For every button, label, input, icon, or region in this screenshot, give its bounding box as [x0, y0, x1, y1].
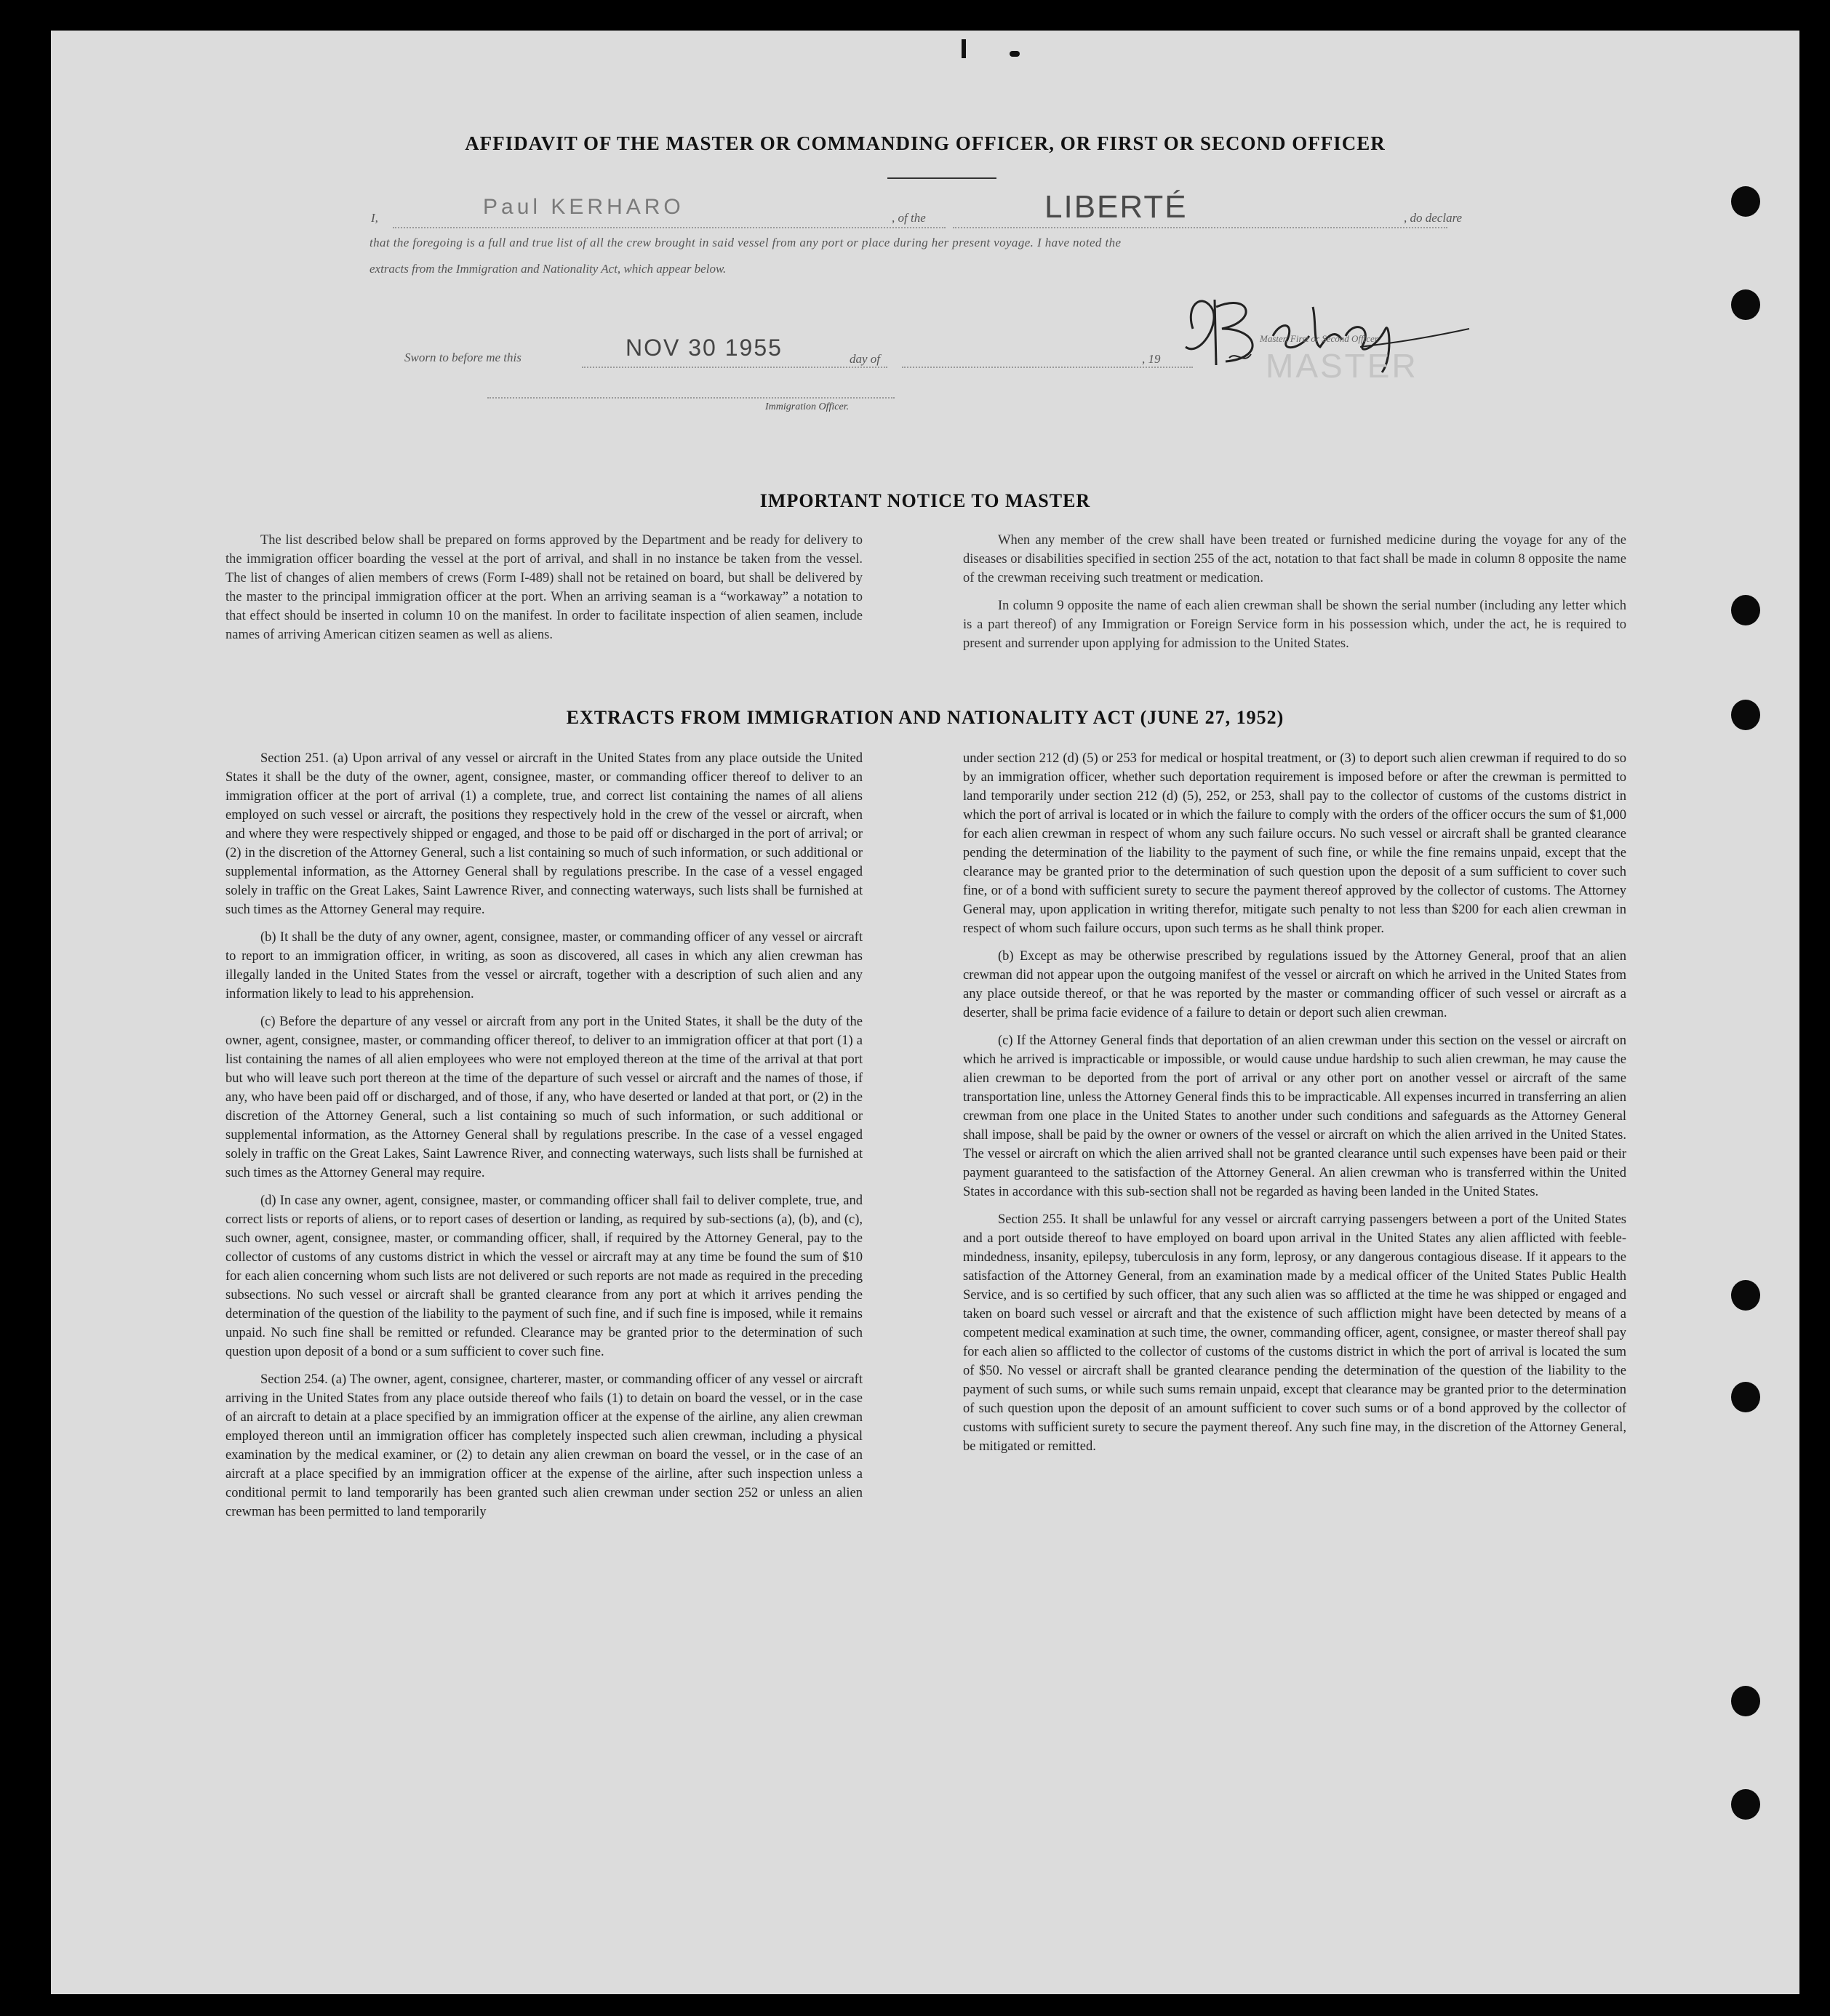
extracts-left-column — [225, 749, 863, 1530]
extracts-title: EXTRACTS FROM IMMIGRATION AND NATIONALITY ACT (JUNE 27, 1952) — [566, 707, 1284, 728]
year-prefix: , 19 — [1142, 352, 1161, 366]
notice-left-column — [225, 531, 863, 653]
affidavit-line-2: that the foregoing is a full and true list of all the crew brought in said vessel from any port or place during her present voyage. I have noted the — [369, 236, 1122, 249]
scan-mark — [1010, 51, 1020, 57]
section-254-c: (c) If the Attorney General finds that deportation of an alien crewman under this section on the vessel or aircraft on which he arrived is impracticable or impossible, or would cause undue hardship to such alien crewman, he may cause the alien crewman to be deported from the port of arrival or any other port on another vessel or aircraft of the same transportation line, unless the Attorney General finds this to be impracticable. All expenses incurred in transferring an alien crewman from one place in the United States to another under such conditions and safeguards as the Attorney General shall impose, shall be paid by the owner or owners of the vessel or aircraft on which the alien arrived in the United States. The vessel or aircraft on which the alien arrived shall not be granted clearance until such expenses have been paid or their payment guaranteed to the satisfaction of the Attorney General. An alien crewman who is transferred within the United States in accordance with this sub-section shall not be regarded as having been landed in the United States. — [963, 1033, 1626, 1199]
scan-mark — [962, 39, 966, 58]
sworn-label: Sworn to before me this — [404, 351, 522, 364]
section-251-d: (d) In case any owner, agent, consignee, master, or commanding officer shall fail to deliver complete, true, and correct lists or reports of aliens, or to report cases of desertion or landing, as required by sub-sections (a), (b), and (c), such owner, agent, consignee, master, or commanding officer, shall, if required by the Attorney General, pay to the collector of customs of any customs district in which the vessel or aircraft may at any time be found the sum of $10 for each alien concerning whom such lists are not delivered or such reports are not made as required in the preceding subsections. No such vessel or aircraft shall be granted clearance from any port at which it arrives pending the determination of the question of the liability to the payment of such fine, and if such fine is imposed, while it remains unpaid. No such fine shall be remitted or refunded. Clearance may be granted prior to the determination of such question upon deposit of a bond or a sum sufficient to cover such fine. — [225, 1193, 863, 1359]
affidavit-i-label: I, — [371, 211, 378, 225]
title-rule — [887, 177, 996, 179]
punch-hole — [1731, 289, 1760, 320]
section-255: Section 255. It shall be unlawful for any vessel or aircraft carrying passengers between a port of the United States and a port outside thereof to have employed on board upon arrival in the United States any alien afflicted with feeble-mindedness, insanity, epilepsy, tuberculosis in any form, leprosy, or any dangerous contagious disease. If it appears to the satisfaction of the Attorney General, from an examination made by a medical officer of the United States Public Health Service, and is so certified by such officer, that any such alien was so afflicted at the time he was shipped or engaged and taken on board such vessel or aircraft and that the existence of such affliction might have been detected by means of a competent medical examination at such time, the owner, commanding officer, agent, consignee, or master thereof shall pay for each alien so afflicted to the collector of customs of the customs district in which the port of arrival is located the sum of $50. No vessel or aircraft shall be granted clearance pending the determination of the question of the liability to the payment of such sums, or while such sums remain unpaid, except that clearance may be granted prior to the determination of such question upon the deposit of an amount sufficient to cover such sums or of a bond approved by the collector of customs with sufficient surety to secure the payment thereof. Any such fine may, in the discretion of the Attorney General, be mitigated or remitted. — [963, 1212, 1626, 1454]
signature-caption: Master, First or Second Officer. — [1260, 333, 1380, 344]
notice-right-column — [963, 531, 1626, 662]
sworn-date-line — [582, 367, 887, 368]
affidavit-line-3: extracts from the Immigration and Nationality Act, which appear below. — [369, 262, 727, 276]
punch-hole — [1731, 186, 1760, 217]
section-251-c: (c) Before the departure of any vessel or aircraft from any port in the United States, it shall be the duty of the owner, agent, consignee, master, or commanding officer thereof, to deliver to an immigration officer at that port (1) a list containing the names of all alien employees who were not employed thereon at the time of the arrival at that port but who will leave such port thereon at the time of the departure of such vessel or aircraft and the names of those, if any, who have been paid off or discharged, and of those, if any, who have deserted or landed at that port, or (2) in the discretion of the Attorney General, such a list containing so much of such information, or such additional or supplemental information, as the Attorney General shall by regulations prescribe. In the case of a vessel engaged solely in traffic on the Great Lakes, Saint Lawrence River, and connecting waterways, such lists shall be furnished at such times as the Attorney General may require. — [225, 1015, 863, 1180]
name-line — [393, 227, 946, 228]
punch-hole — [1731, 1280, 1760, 1311]
punch-hole — [1731, 1686, 1760, 1716]
section-251-b: (b) It shall be the duty of any owner, agent, consignee, master, or commanding officer of any vessel or aircraft to report to an immigration officer, in writing, as soon as discovered, all cases in which any alien crewman has illegally landed in the United States from the vessel or aircraft, together with a description of such alien and any information likely to lead to his apprehension. — [225, 930, 863, 1001]
day-of-label: day of — [850, 352, 881, 366]
section-251-a: Section 251. (a) Upon arrival of any vessel or aircraft in the United States from any place outside the United States it shall be the duty of the owner, agent, consignee, master, or commanding officer thereof to deliver to an immigration officer at the port of arrival (1) a complete, true, and correct list containing the names of all aliens employed on such vessel or aircraft, the positions they respectively hold in the crew of the vessel or aircraft, when and where they were respectively shipped or engaged, and those to be paid off or discharged in the port of arrival; or (2) in the discretion of the Attorney General, such a list containing so much of such information, or such additional or supplemental information, as the Attorney General shall by regulations prescribe. In the case of a vessel engaged solely in traffic on the Great Lakes, Saint Lawrence River, and connecting waterways, such lists shall be furnished at such times as the Attorney General may require. — [225, 751, 863, 917]
master-title-stamp: MASTER — [1266, 347, 1418, 385]
immigration-officer-caption: Immigration Officer. — [765, 401, 850, 412]
notice-left-paragraph: The list described below shall be prepared on forms approved by the Department and be ready for delivery to the immigration officer boarding the vessel at the port of arrival, and shall in no instance be taken from the vessel. The list of changes of alien members of crews (Form I-489) shall not be retained on board, but shall be delivered by the master to the principal immigration officer at the port. When an arriving seaman is a “workaway” a notation to that effect should be inserted in column 10 on the manifest. In order to facilitate inspection of alien seamen, include names of arriving American citizen seamen as well as aliens. — [225, 533, 863, 642]
vessel-name-stamp: LIBERTÉ — [1044, 189, 1188, 225]
section-254-b: (b) Except as may be otherwise prescribed by regulations issued by the Attorney General, proof that an alien crewman did not appear upon the outgoing manifest of the vessel or aircraft on which he arrived in the United States from any place outside thereof, or that he was reported by the master or commanding officer of such vessel or aircraft as a deserter, shall be prima facie evidence of a failure to detain or deport such alien crewman. — [963, 949, 1626, 1020]
affidavit-do-declare: , do declare — [1404, 211, 1463, 225]
punch-hole — [1731, 1382, 1760, 1412]
notice-right-paragraph: In column 9 opposite the name of each alien crewman shall be shown the serial number (including any letter which is a part thereof) of any Immigration or Foreign Service form in his possession which, under the act, he is required to present and surrender upon applying for admission to the United States. — [963, 599, 1626, 651]
affidavit-of-the: , of the — [892, 211, 926, 225]
notice-title: IMPORTANT NOTICE TO MASTER — [759, 490, 1091, 511]
day-of-line — [902, 367, 1193, 368]
master-name-stamp: Paul KERHARO — [483, 195, 684, 219]
punch-hole — [1731, 1789, 1760, 1820]
notice-right-paragraph: When any member of the crew shall have been treated or furnished medicine during the voyage for any of the diseases or disabilities specified in section 255 of the act, notation to that fact shall be made in column 8 opposite the name of the crewman receiving such treatment or medication. — [963, 533, 1626, 585]
extracts-right-column — [963, 749, 1626, 1465]
section-254-a-continued: under section 212 (d) (5) or 253 for medical or hospital treatment, or (3) to deport such alien crewman if required to do so by an immigration officer, whether such deportation requirement is imposed before or after the crewman is permitted to land temporarily under section 212 (d) (5), 252, or 253, shall pay to the collector of customs of the customs district in which the port of arrival is located or in which the failure to comply with the orders of the officer occurs the sum of $1,000 for each alien crewman in respect of whom any such failure occurs. No such vessel or aircraft shall be granted clearance pending the determination of the liability to the payment of such fine, or while the fine remains unpaid, except that the clearance may be granted prior to the determination of such question upon the deposit of a sum sufficient to cover such fine, or of a bond with sufficient surety to secure the payment thereof approved by the collector of customs. The Attorney General may, upon application in writing therefor, mitigate such penalty to not less than $200 for each alien crewman in respect of whom such failure occurs, upon such terms as he shall think proper. — [963, 751, 1626, 936]
document-page — [51, 31, 1799, 1994]
section-254-a: Section 254. (a) The owner, agent, consignee, charterer, master, or commanding officer of any vessel or aircraft arriving in the United States from any place outside thereof who fails (1) to detain on board the vessel, or in the case of an aircraft to detain at a place specified by an immigration officer at the expense of the airline, any alien crewman employed thereon until an immigration officer has completely inspected such alien crewman, including a physical examination by the medical examiner, or (2) to detain any alien crewman on board the vessel, or in the case of an aircraft at a place specified by an immigration officer at the expense of the airline, after such inspection unless a conditional permit to land temporarily has been granted such alien crewman under section 252 or unless an alien crewman has been permitted to land temporarily — [225, 1372, 863, 1519]
vessel-line — [953, 227, 1447, 228]
punch-hole — [1731, 595, 1760, 625]
sworn-date-stamp: NOV 30 1955 — [626, 335, 783, 361]
affidavit-title: AFFIDAVIT OF THE MASTER OR COMMANDING OFFICER, OR FIRST OR SECOND OFFICER — [465, 132, 1386, 154]
immigration-officer-line — [487, 397, 895, 399]
